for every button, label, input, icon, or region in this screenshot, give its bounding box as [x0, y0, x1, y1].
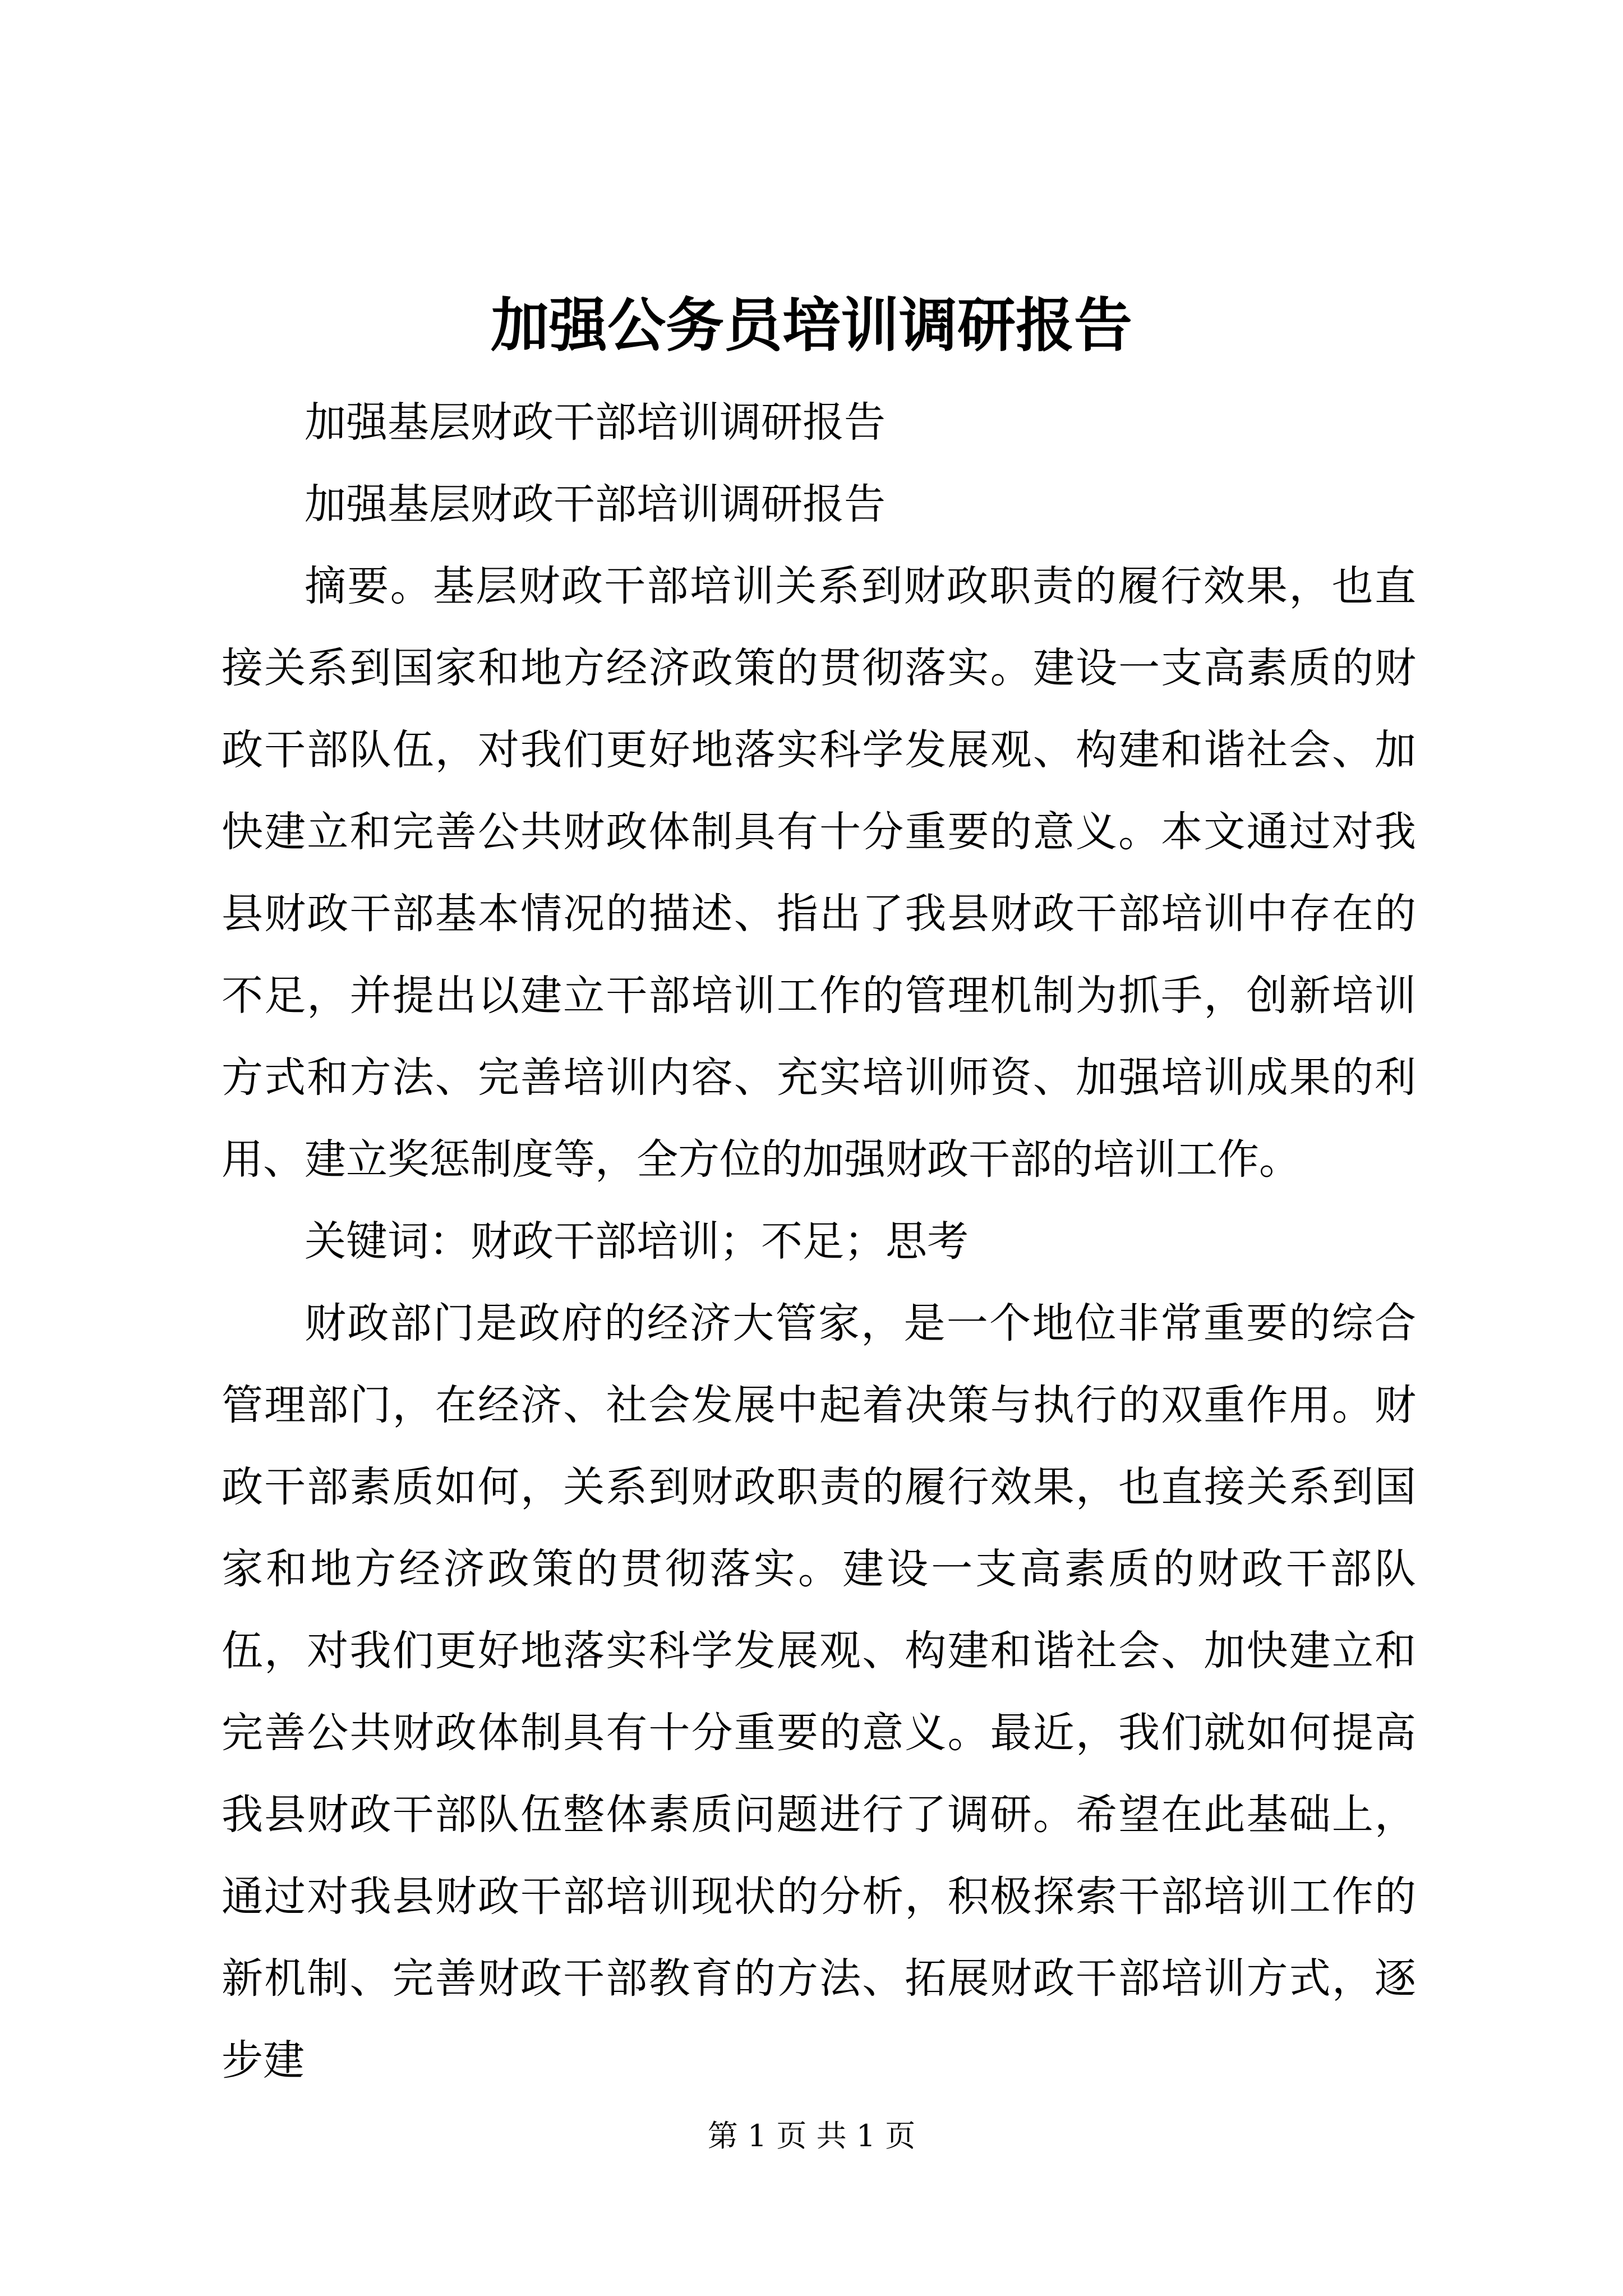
body-paragraph: 财政部门是政府的经济大管家，是一个地位非常重要的综合管理部门，在经济、社会发展中起着决策与执行的双重作用。财政干部素质如何，关系到财政职责的履行效果，也直接关系到国家和地方经济政策的贯彻落实。建设一支高素质的财政干部队伍，对我们更好地落实科学发展观、构建和谐社会、加快建立和完善公共财政体制具有十分重要的意义。最近，我们就如何提高我县财政干部队伍整体素质问题进行了调研。希望在此基础上，通过对我县财政干部培训现状的分析，积极探索干部培训工作的新机制、完善财政干部教育的方法、拓展财政干部培训方式，逐步建 — [222, 1299, 1416, 2085]
subtitle-paragraph: 加强基层财政干部培训调研报告 — [305, 480, 886, 528]
document-title: 加强公务员培训调研报告 — [490, 291, 1132, 360]
subtitle-paragraph: 加强基层财政干部培训调研报告 — [305, 398, 886, 447]
keywords-paragraph: 关键词：财政干部培训；不足；思考 — [305, 1217, 969, 1266]
document-body — [222, 381, 1416, 2101]
abstract-paragraph: 摘要。基层财政干部培训关系到财政职责的履行效果，也直接关系到国家和地方经济政策的贯彻落实。建设一支高素质的财政干部队伍，对我们更好地落实科学发展观、构建和谐社会、加快建立和完善公共财政体制具有十分重要的意义。本文通过对我县财政干部基本情况的描述、指出了我县财政干部培训中存在的不足，并提出以建立干部培训工作的管理机制为抓手，创新培训方式和方法、完善培训内容、充实培训师资、加强培训成果的利用、建立奖惩制度等，全方位的加强财政干部的培训工作。 — [222, 562, 1416, 1184]
page-footer: 第 1 页 共 1 页 — [707, 2118, 916, 2154]
